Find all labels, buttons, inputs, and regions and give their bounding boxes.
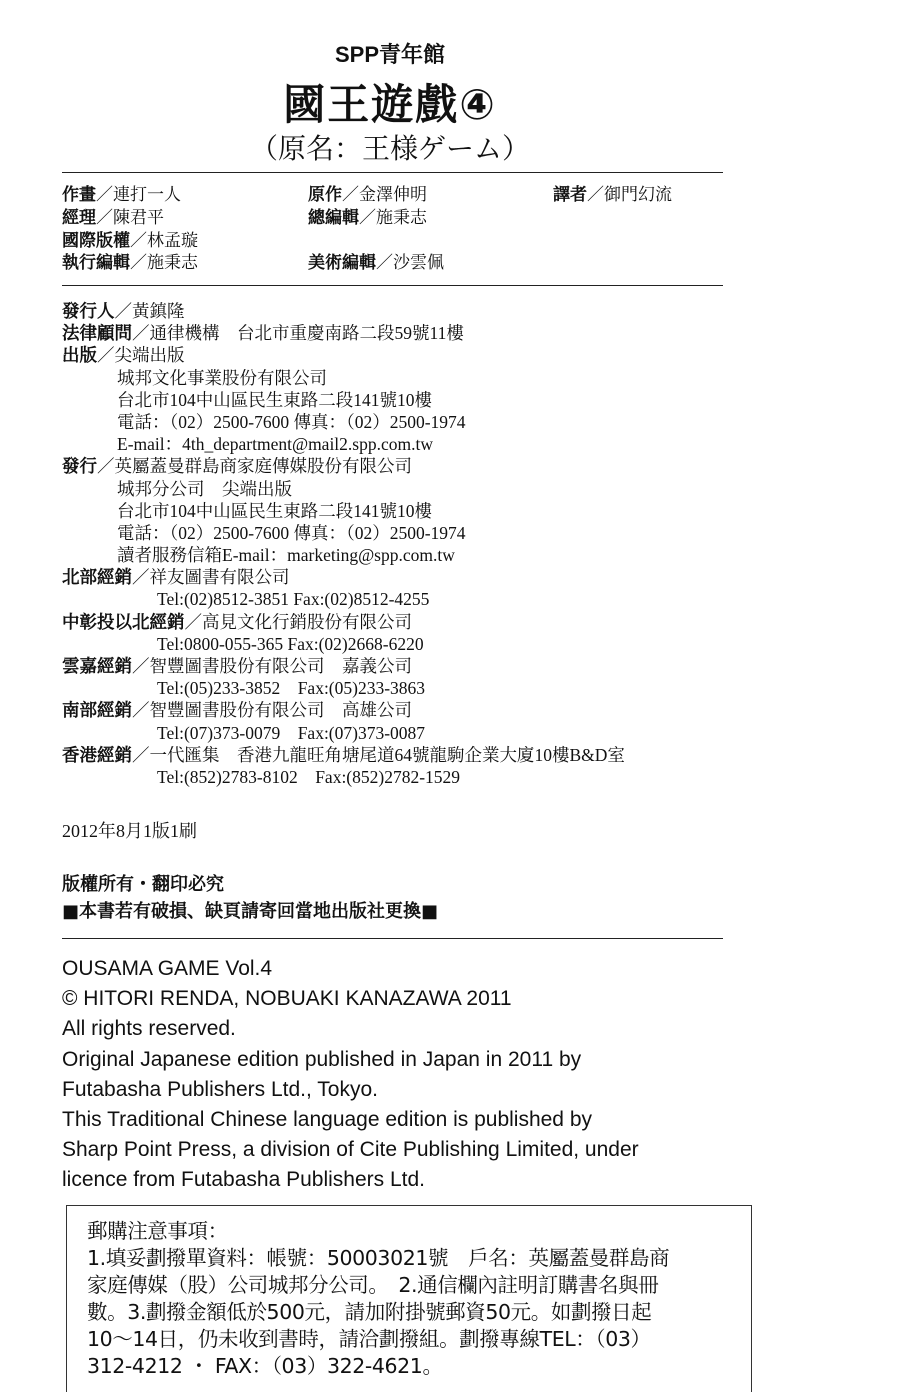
credit-value: ／施秉志: [359, 208, 427, 227]
publisher-value: 台北市104中山區民生東路二段141號10樓: [117, 500, 432, 521]
publisher-line: [62, 722, 625, 744]
original-title: （原名：王様ゲーム）: [249, 132, 530, 165]
credit-art-editor: [308, 252, 444, 274]
publisher-label: 香港經銷: [62, 745, 132, 766]
publisher-line: [62, 500, 625, 522]
english-line: licence from Futabasha Publishers Ltd.: [62, 1168, 426, 1192]
mail-order-line: 10～14日，仍未收到書時，請洽劃撥組。劃撥專線TEL：（03）: [87, 1327, 651, 1351]
publisher-value: ／智豐圖書股份有限公司 嘉義公司: [132, 656, 412, 676]
credit-label: 執行編輯: [62, 253, 130, 273]
publisher-line: [62, 611, 625, 633]
credit-value: ／施秉志: [130, 253, 198, 272]
publisher-line: [62, 633, 625, 655]
divider: [62, 285, 723, 286]
publisher-label: 發行人: [62, 302, 115, 322]
mail-order-line: 1.填妥劃撥單資料：帳號：50003021號 戶名：英屬蓋曼群島商: [87, 1246, 670, 1270]
publisher-value: Tel:0800-055-365 Fax:(02)2668-6220: [157, 633, 424, 654]
publisher-value: 讀者服務信箱E-mail：marketing@spp.com.tw: [117, 545, 455, 566]
publisher-label: 雲嘉經銷: [62, 657, 132, 677]
mail-order-line: 家庭傳媒（股）公司城邦分公司。 2.通信欄內註明訂購書名與冊: [87, 1273, 659, 1297]
publisher-line: [62, 588, 625, 610]
publisher-line: [62, 522, 625, 544]
credit-label: 原作: [308, 185, 342, 205]
credit-label: 美術編輯: [308, 253, 376, 273]
publisher-value: 城邦分公司 尖端出版: [117, 478, 292, 499]
publisher-value: E-mail：4th_department@mail2.spp.com.tw: [117, 434, 433, 455]
credit-exec-editor: [62, 252, 198, 274]
publisher-label: 中彰投以北經銷: [62, 612, 185, 633]
credit-chief-editor: [308, 207, 427, 229]
publisher-value: ／黃鎮隆: [114, 301, 185, 321]
publisher-value: 城邦文化事業股份有限公司: [117, 367, 327, 388]
publisher-line: [62, 367, 625, 389]
credit-label: 國際版權: [62, 231, 130, 251]
divider: [62, 172, 723, 173]
publisher-line: [62, 389, 625, 411]
publisher-value: 電話：（02）2500-7600 傳真：（02）2500-1974: [117, 411, 466, 432]
publisher-line: [62, 544, 625, 566]
mail-order-line: 數。3.劃撥金額低於500元，請加附掛號郵資50元。如劃撥日起: [87, 1300, 652, 1324]
edition-date: 2012年8月1版1刷: [62, 821, 197, 841]
credit-original: [308, 184, 427, 206]
publisher-line: [62, 478, 625, 500]
publisher-line: [62, 766, 625, 788]
publisher-line: [62, 455, 625, 477]
mail-order-box: [66, 1205, 752, 1392]
publisher-value: ／尖端出版: [97, 345, 185, 366]
publisher-value: Tel:(05)233-3852 Fax:(05)233-3863: [157, 678, 426, 699]
credit-value: ／沙雲佩: [376, 253, 444, 272]
english-line: OUSAMA GAME Vol.4: [62, 957, 273, 980]
publisher-value: 電話：（02）2500-7600 傳真：（02）2500-1974: [117, 522, 466, 543]
publisher-line: [62, 699, 625, 721]
credit-label: 經理: [62, 208, 96, 228]
credit-label: 譯者: [553, 185, 587, 205]
credit-value: ／陳君平: [96, 208, 164, 227]
publisher-value: ／智豐圖書股份有限公司 高雄公司: [132, 700, 412, 721]
credit-value: ／金澤伸明: [342, 185, 427, 204]
credit-label: 總編輯: [308, 208, 359, 228]
publisher-label: 出版: [62, 346, 97, 367]
credit-translator: [553, 184, 672, 206]
imprint-brand: SPP青年館: [334, 42, 446, 67]
credit-rights: [62, 230, 198, 252]
publisher-line: [62, 677, 625, 699]
publisher-line: [62, 655, 625, 677]
publisher-value: ／通律機構 台北市重慶南路二段59號11樓: [132, 323, 464, 344]
copyright-notice: 版權所有・翻印必究: [62, 874, 224, 895]
english-line: Original Japanese edition published in Japan in 2011 by: [62, 1047, 582, 1071]
publisher-line: [62, 433, 625, 455]
publisher-value: 台北市104中山區民生東路二段141號10樓: [117, 389, 432, 410]
credit-artist: [62, 184, 181, 206]
credit-label: 作畫: [62, 185, 96, 205]
publisher-value: ／英屬蓋曼群島商家庭傳媒股份有限公司: [97, 456, 412, 477]
publisher-value: ／祥友圖書有限公司: [132, 567, 290, 588]
publisher-label: 發行: [62, 457, 97, 478]
publisher-line: [62, 300, 625, 322]
english-copyright: [62, 954, 639, 1196]
publisher-line: [62, 411, 625, 433]
damage-notice: ■本書若有破損、缺頁請寄回當地出版社更換■: [62, 901, 439, 922]
english-line: All rights reserved.: [62, 1017, 236, 1041]
publisher-label: 法律顧問: [62, 324, 132, 345]
publisher-line: [62, 566, 625, 588]
publisher-info: [62, 300, 625, 788]
credit-value: ／林孟璇: [130, 231, 198, 250]
mail-order-title: 郵購注意事項：: [87, 1219, 228, 1243]
english-line: This Traditional Chinese language edition is published by: [62, 1108, 593, 1132]
publisher-value: ／高見文化行銷股份有限公司: [184, 611, 412, 632]
english-line: Futabasha Publishers Ltd., Tokyo.: [62, 1077, 378, 1101]
credit-value: ／御門幻流: [587, 185, 672, 204]
publisher-value: Tel:(07)373-0079 Fax:(07)373-0087: [157, 722, 426, 743]
credit-value: ／連打一人: [96, 185, 181, 204]
credit-manager: [62, 207, 164, 229]
publisher-value: Tel:(02)8512-3851 Fax:(02)8512-4255: [157, 589, 430, 610]
publisher-line: [62, 322, 625, 344]
publisher-line: [62, 744, 625, 766]
publisher-label: 南部經銷: [62, 701, 132, 722]
publisher-line: [62, 344, 625, 366]
book-title: 國王遊戲④: [283, 80, 497, 129]
publisher-label: 北部經銷: [62, 568, 132, 589]
publisher-value: Tel:(852)2783-8102 Fax:(852)2782-1529: [157, 766, 461, 787]
divider: [62, 938, 723, 939]
mail-order-line: 312-4212 ・ FAX：（03）322-4621。: [87, 1354, 443, 1378]
english-line: Sharp Point Press, a division of Cite Publishing Limited, under: [62, 1138, 639, 1162]
publisher-value: ／一代匯集 香港九龍旺角塘尾道64號龍駒企業大廈10樓B&D室: [132, 744, 625, 765]
mail-order-text: [87, 1218, 669, 1380]
english-line: © HITORI RENDA, NOBUAKI KANAZAWA 2011: [62, 987, 512, 1011]
